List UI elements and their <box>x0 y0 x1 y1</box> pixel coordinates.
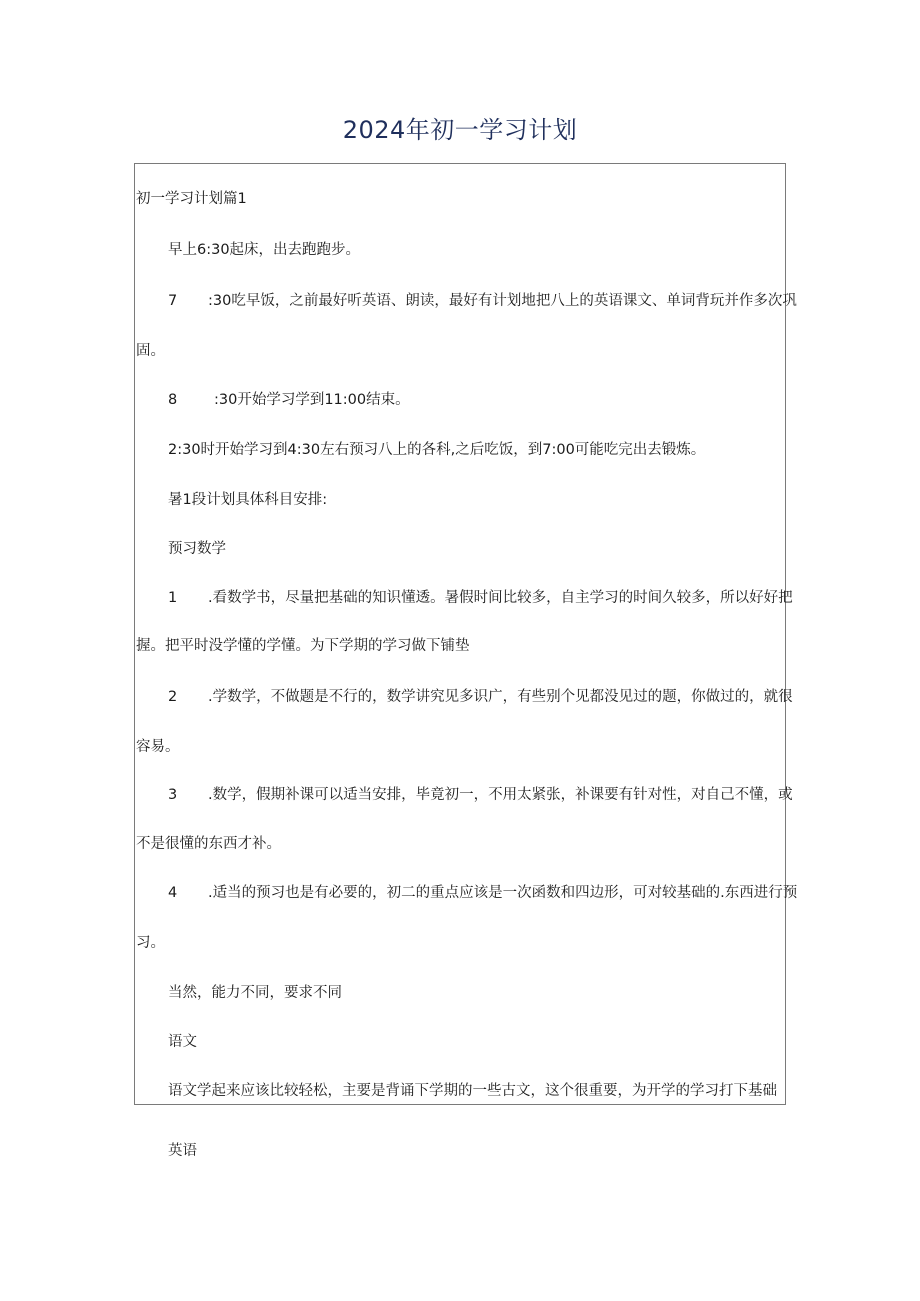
document-title: 2024年初一学习计划 <box>342 116 578 144</box>
subheading-math: 预习数学 <box>168 541 226 557</box>
subheading-chinese: 语文 <box>168 1034 197 1050</box>
item-number: 3 <box>168 787 178 803</box>
paragraph-afternoon: 2:30时开始学习到4:30左右预习八上的各科,之后吃饭，到7:00可能吃完出去锻炼。 <box>168 442 706 458</box>
paragraph-continuation: 容易。 <box>136 739 180 755</box>
paragraph-text: :30吃早饭，之前最好听英语、朗读，最好有计划地把八上的英语课文、单词背玩并作多次巩 <box>208 293 797 309</box>
item-number: 4 <box>168 885 178 901</box>
list-item-math-3 <box>168 785 793 805</box>
paragraph-continuation: 固。 <box>136 343 165 359</box>
list-item-math-2 <box>168 687 793 707</box>
paragraph-breakfast <box>168 291 797 311</box>
paragraph-text: .适当的预习也是有必要的，初二的重点应该是一次函数和四边形，可对较基础的.东西进行预 <box>208 885 798 901</box>
section-heading: 初一学习计划篇1 <box>136 191 247 207</box>
paragraph-continuation: 握。把平时没学懂的学懂。为下学期的学习做下铺垫 <box>136 638 470 654</box>
paragraph-text: .看数学书，尽量把基础的知识懂透。暑假时间比较多，自主学习的时间久较多，所以好好把 <box>208 590 793 606</box>
paragraph-continuation: 习。 <box>136 935 165 951</box>
paragraph-subject-plan: 暑1段计划具体科目安排: <box>168 492 328 508</box>
list-item-math-4 <box>168 883 797 903</box>
paragraph-study-start <box>168 390 410 410</box>
paragraph-wake-up: 早上6:30起床，出去跑跑步。 <box>168 242 361 258</box>
list-item-math-1 <box>168 588 793 608</box>
paragraph-chinese: 语文学起来应该比较轻松，主要是背诵下学期的一些古文，这个很重要，为开学的学习打下基础 <box>168 1083 777 1099</box>
subheading-english: 英语 <box>168 1143 197 1159</box>
paragraph-ability-note: 当然，能力不同，要求不同 <box>168 985 342 1001</box>
item-number: 1 <box>168 590 178 606</box>
item-number: 2 <box>168 689 178 705</box>
item-number: 7 <box>168 293 178 309</box>
paragraph-text: .学数学，不做题是不行的，数学讲究见多识广，有些别个见都没见过的题，你做过的，就很 <box>208 689 793 705</box>
paragraph-continuation: 不是很懂的东西才补。 <box>136 836 281 852</box>
item-number: 8 <box>168 392 178 408</box>
paragraph-text: .数学，假期补课可以适当安排，毕竟初一，不用太紧张，补课要有针对性，对自己不懂，或 <box>208 787 793 803</box>
paragraph-text: :30开始学习学到11:00结束。 <box>214 392 410 408</box>
